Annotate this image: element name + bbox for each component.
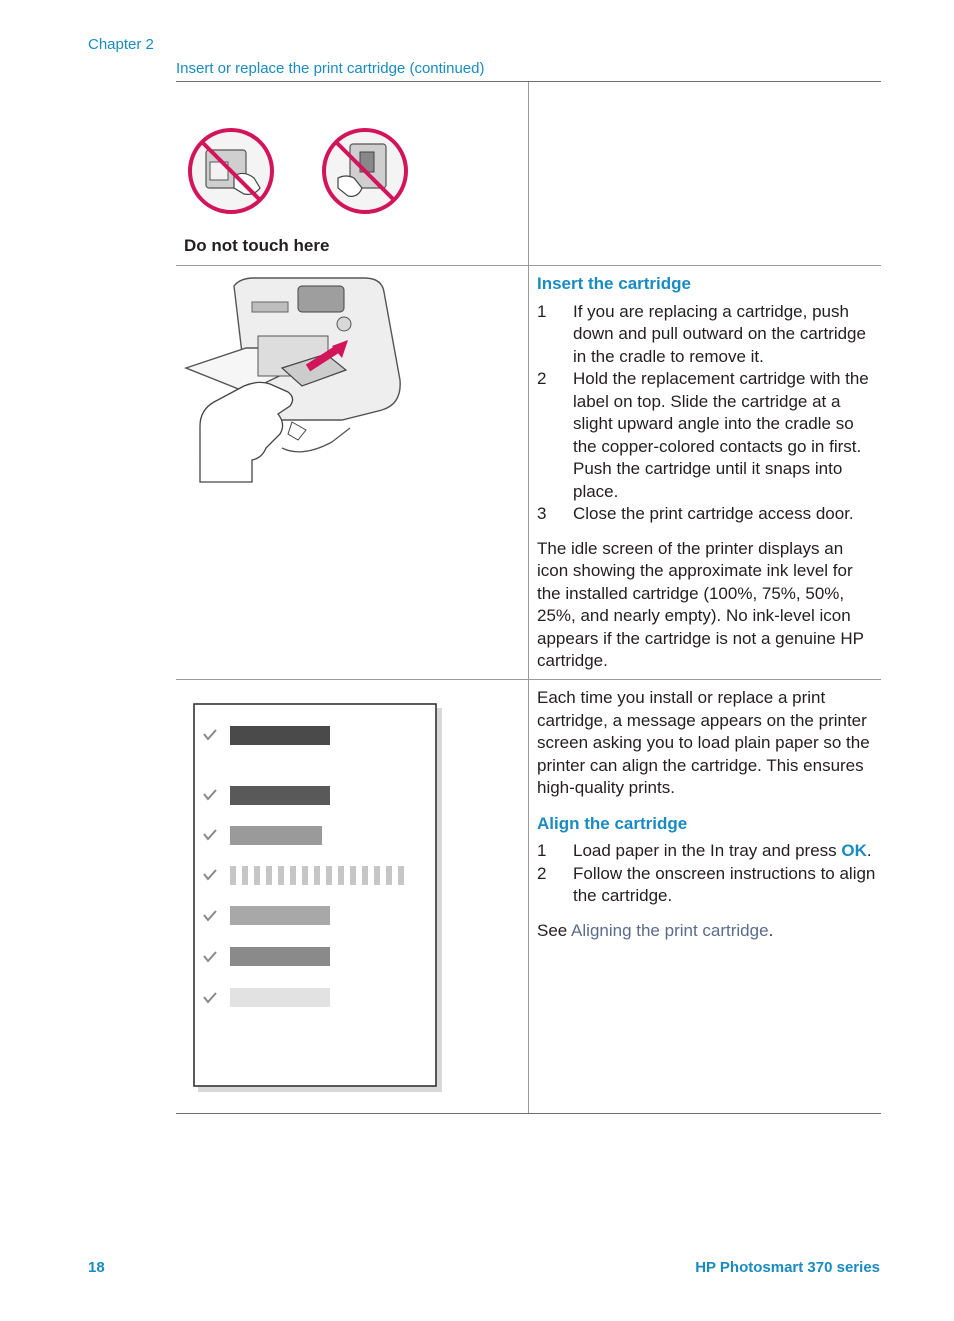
step-text: Close the print cartridge access door. [573,504,854,523]
table-column-divider [528,82,529,1113]
list-item [537,840,877,863]
step-number: 2 [537,863,547,883]
product-name: HP Photosmart 370 series [695,1259,880,1276]
step-text: Load paper in the In tray and press [573,841,842,860]
step-number: 2 [537,369,547,388]
insert-cartridge-section [537,273,877,673]
step-text: Hold the replacement cartridge with the label on top. Slide the cartridge at a slight upward angle into the cradle so the copper-colored contacts go in first. Push the cartridge until it snaps into place. [573,369,869,501]
no-touch-contacts-icon [186,126,276,216]
printer-insert-cartridge-illustration [182,272,407,484]
do-not-touch-label: Do not touch here [184,236,330,255]
see-also [537,920,877,943]
section-heading: Insert the cartridge [537,274,691,293]
list-item [537,301,877,369]
page-number: 18 [88,1259,105,1276]
align-cartridge-section [537,687,877,942]
step-number: 1 [537,301,547,321]
section-heading: Align the cartridge [537,813,688,833]
list-item [537,863,877,908]
insert-steps-list [537,301,877,526]
step-text: Follow the onscreen instructions to align the cartridge. [573,863,876,905]
ok-button-reference: OK [841,841,867,860]
table-caption: Insert or replace the print cartridge (continued) [176,60,485,77]
aligning-cartridge-link[interactable]: Aligning the print cartridge [571,920,769,940]
step-number: 3 [537,504,547,523]
ink-level-note: The idle screen of the printer displays an icon showing the approximate ink level for the installed cartridge (100%, 75%, 50%, 25%, and nearly empty). No ink-level icon appears if the cartridge is not a genuine HP cartridge. [537,538,864,670]
step-number: 1 [537,841,547,860]
align-intro: Each time you install or replace a print cartridge, a message appears on the printer screen asking you to load plain paper so the printer can align the cartridge. This ensures high-quality prints. [537,688,870,797]
list-item [537,368,877,503]
align-steps-list [537,840,877,908]
chapter-label: Chapter 2 [88,36,154,53]
see-suffix: . [768,920,774,940]
step-text: If you are replacing a cartridge, push down and pull outward on the cartridge in the cradle to remove it. [573,301,866,366]
see-prefix: See [537,920,572,940]
no-touch-nozzles-icon [320,126,410,216]
step-punctuation: . [866,841,872,860]
table-bottom-rule [176,1113,881,1114]
alignment-page-illustration [190,698,448,1096]
list-item [537,503,877,526]
